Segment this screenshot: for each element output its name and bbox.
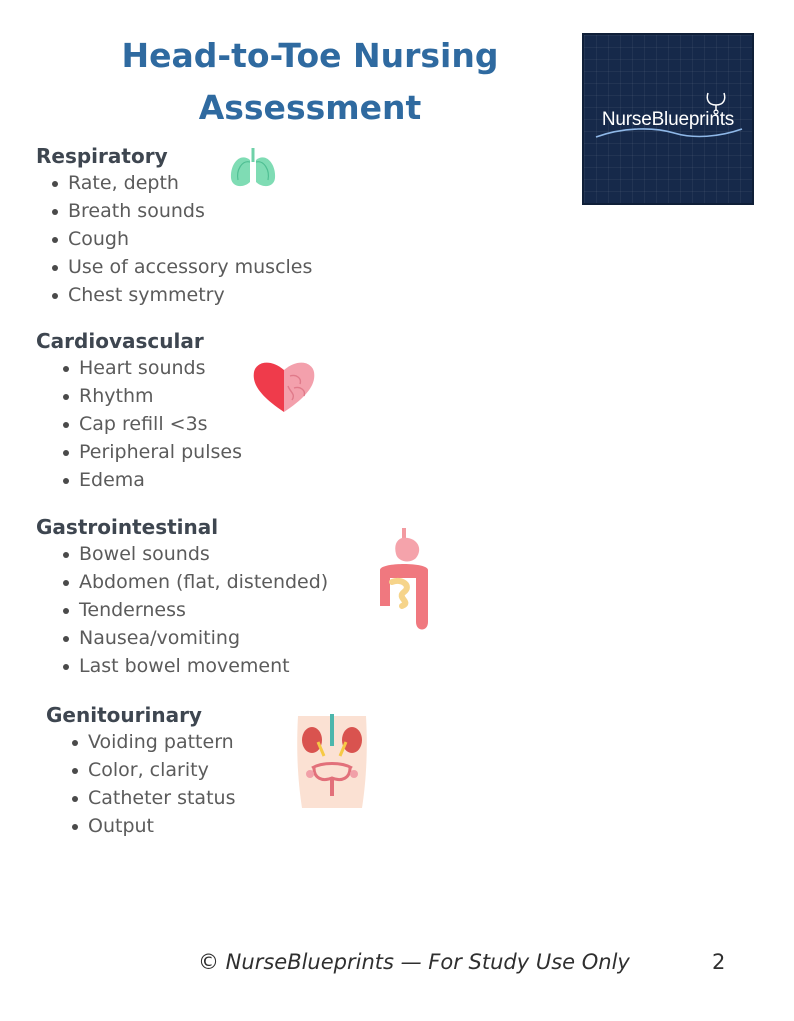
genitourinary-heading: Genitourinary [46,703,202,727]
urinary-system-icon [292,712,372,812]
list-item: Peripheral pulses [61,438,242,466]
list-item: Edema [61,466,242,494]
list-item: Color, clarity [70,756,235,784]
list-item: Breath sounds [50,197,312,225]
gastrointestinal-section [36,514,328,680]
digestive-system-icon [372,526,436,634]
heart-icon [250,356,318,414]
list-item: Rate, depth [50,169,312,197]
respiratory-list [50,169,312,309]
list-item: Heart sounds [61,354,242,382]
list-item: Tenderness [61,596,328,624]
list-item: Catheter status [70,784,235,812]
list-item: Rhythm [61,382,242,410]
list-item: Last bowel movement [61,652,328,680]
list-item: Chest symmetry [50,281,312,309]
list-item: Abdomen (flat, distended) [61,568,328,596]
cardiovascular-list [61,354,242,494]
list-item: Cough [50,225,312,253]
gastrointestinal-list [61,540,328,680]
nurseblueprints-logo [582,33,754,205]
footer-copyright: © NurseBlueprints — For Study Use Only [198,950,630,974]
page-number: 2 [712,950,726,974]
page-title: Head-to-Toe Nursing Assessment [121,36,499,127]
lungs-icon [228,146,278,190]
genitourinary-list [70,728,235,840]
list-item: Use of accessory muscles [50,253,312,281]
wave-icon [594,123,744,143]
list-item: Cap refill <3s [61,410,242,438]
cardiovascular-section [36,328,242,494]
cardiovascular-heading: Cardiovascular [36,329,204,353]
genitourinary-section [46,702,235,840]
list-item: Nausea/vomiting [61,624,328,652]
list-item: Voiding pattern [70,728,235,756]
gastrointestinal-heading: Gastrointestinal [36,515,219,539]
list-item: Output [70,812,235,840]
respiratory-heading: Respiratory [36,144,168,168]
list-item: Bowel sounds [61,540,328,568]
logo-wordmark: NurseBlueprints [601,109,735,130]
